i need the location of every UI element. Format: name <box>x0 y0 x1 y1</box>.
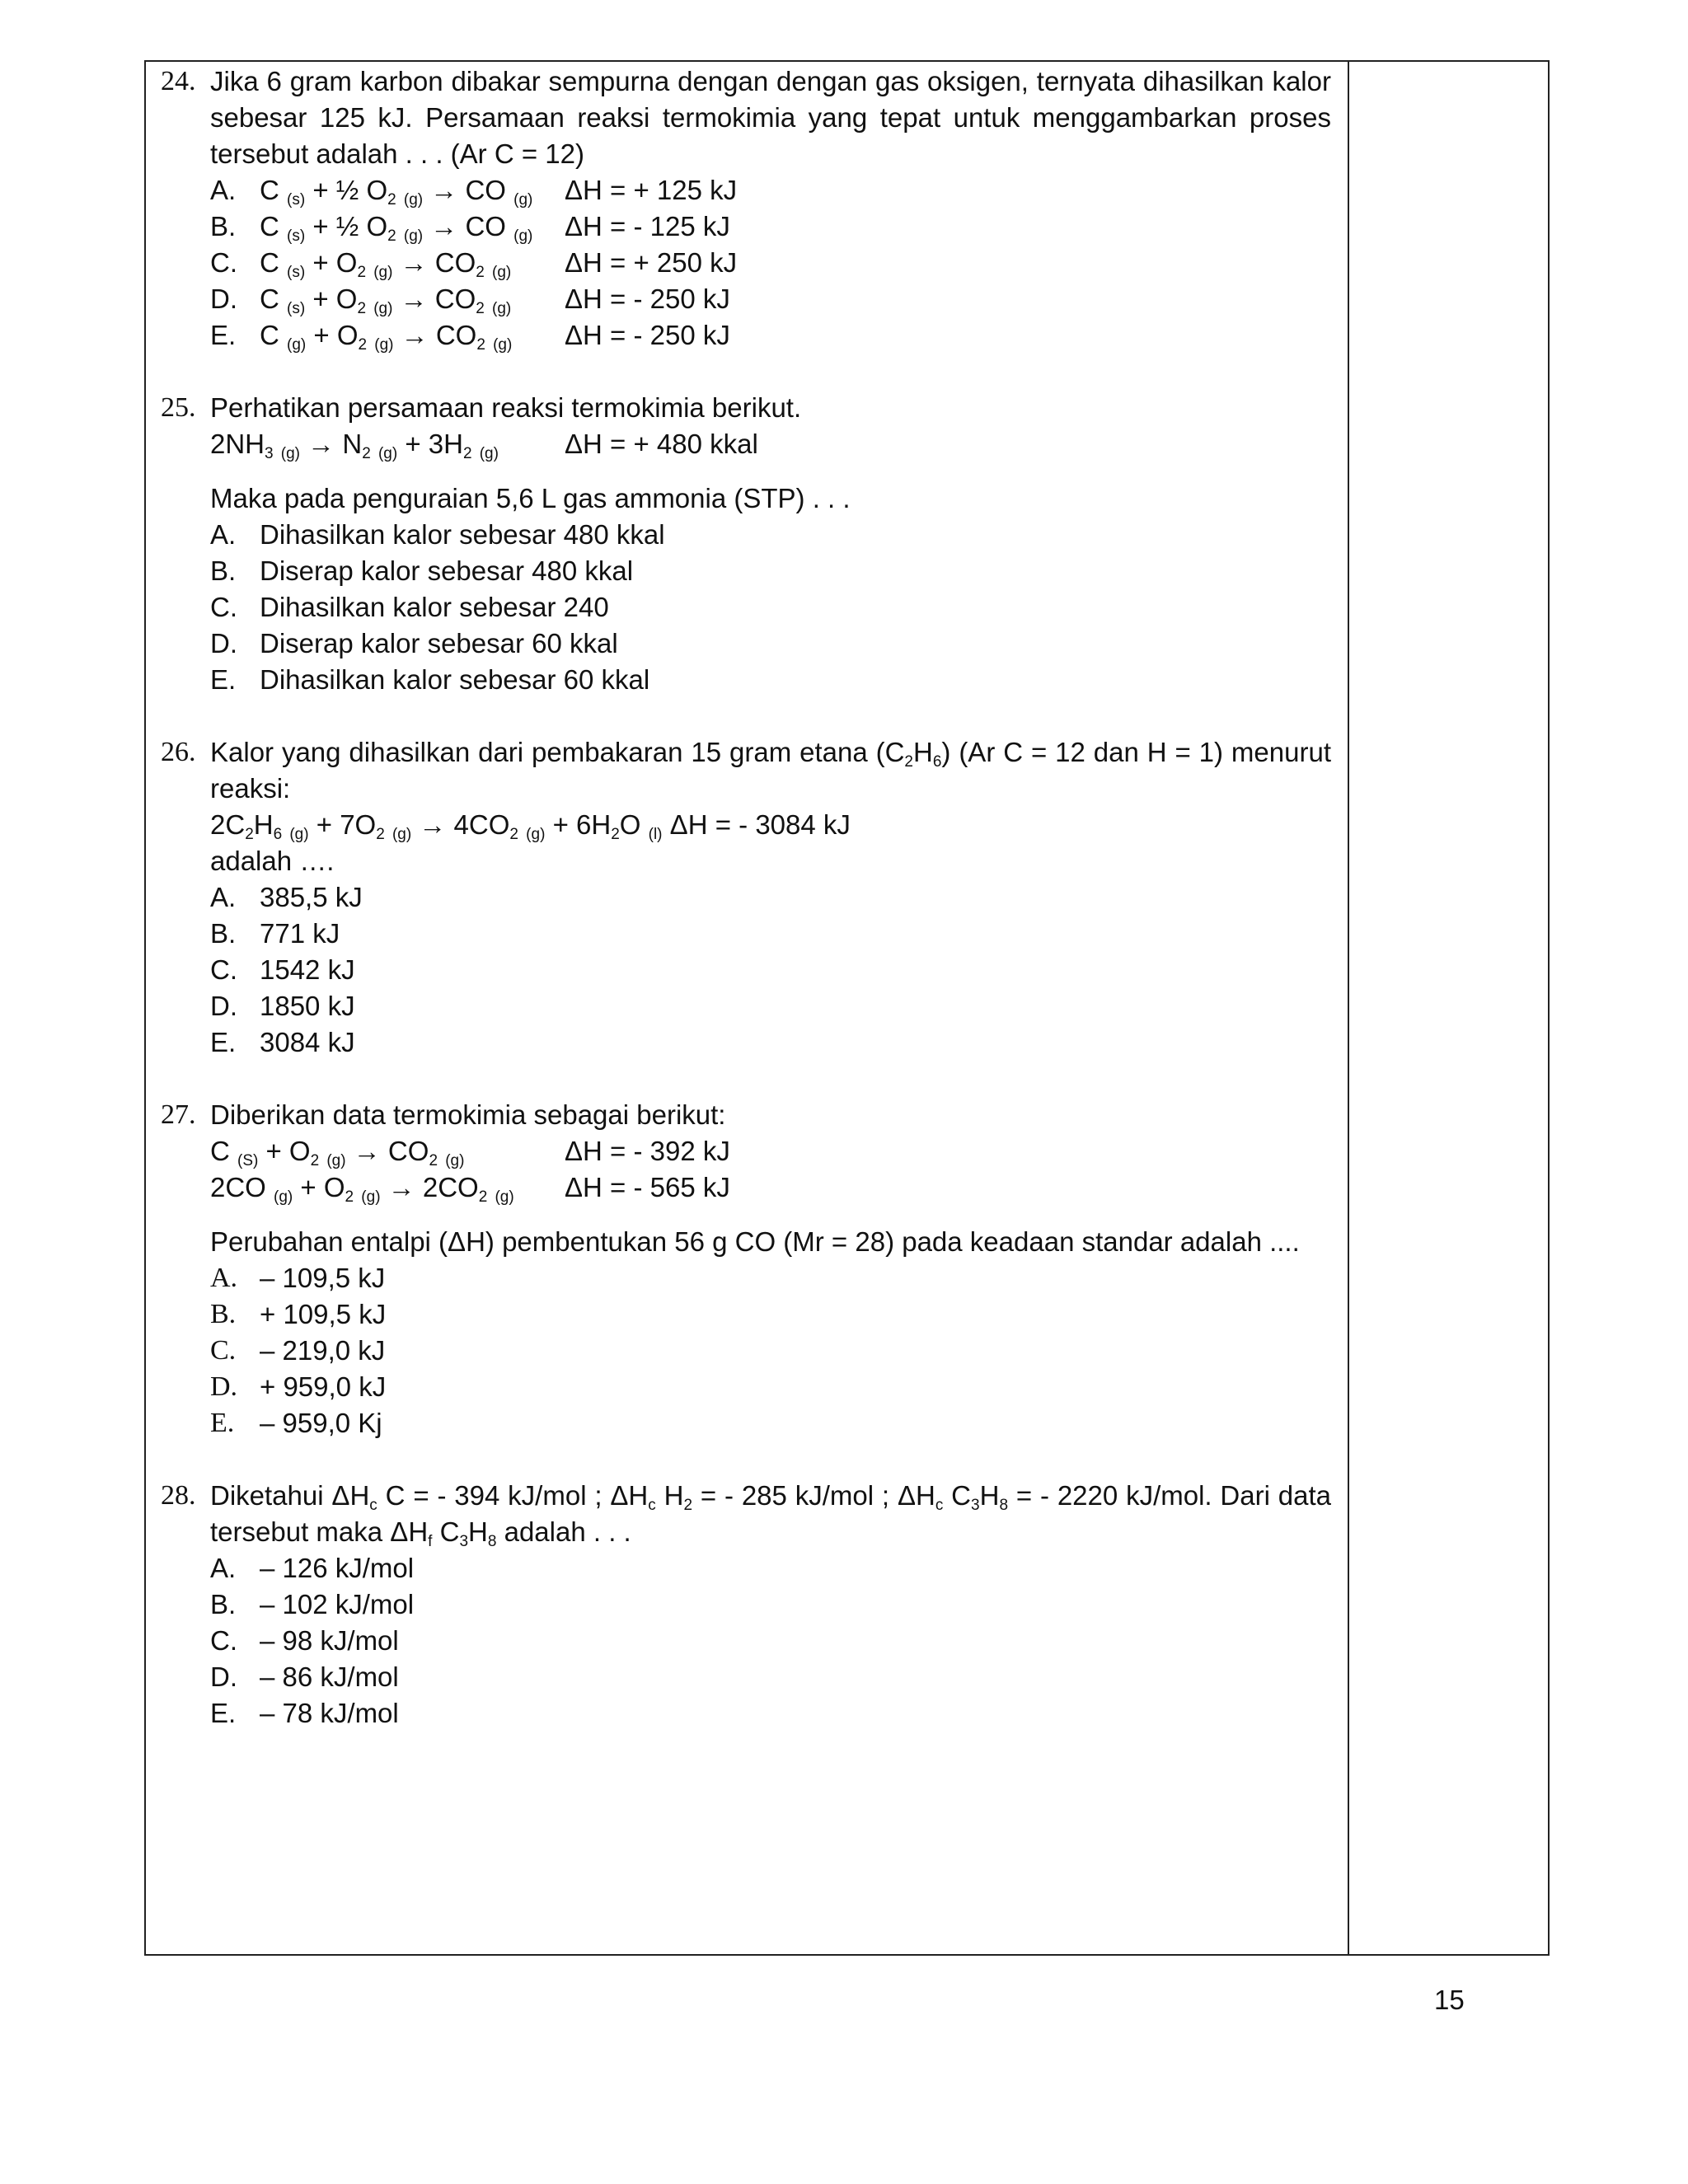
option-row[interactable] <box>161 245 1331 281</box>
option-label: D. <box>210 284 237 314</box>
option-row[interactable] <box>161 317 1331 354</box>
option-row[interactable] <box>161 1586 1331 1623</box>
question-text-line: Kalor yang dihasilkan dari pembakaran 15 gram etana $(C_2H_6)$ (Ar C = 12 dan H = 1) menurut <box>210 737 1331 771</box>
question-number: 26. <box>161 737 196 767</box>
option-text: Diserap kalor sebesar 60 kkal <box>260 628 618 658</box>
question-text-line: Jika 6 gram karbon dibakar sempurna dengan dengan gas oksigen, ternyata dihasilkan kalor <box>210 66 1331 96</box>
option-row[interactable] <box>161 209 1331 245</box>
option-row[interactable] <box>161 1405 1331 1441</box>
option-label: B. <box>210 1299 237 1329</box>
option-label: E. <box>210 1698 237 1728</box>
option-row[interactable] <box>161 952 1331 988</box>
option-label: B. <box>210 555 237 586</box>
reaction-equation: $2NH_3$ $_{(g)} \to N_2$ $_{(g)} + 3H_2$ $_{(g)}$ <box>210 429 499 462</box>
option-text: 385,5 kJ <box>260 882 363 912</box>
option-row[interactable] <box>161 1695 1331 1732</box>
option-enthalpy: ΔH = - 250 kJ <box>565 284 730 314</box>
option-row[interactable] <box>161 589 1331 626</box>
reaction-enthalpy: ΔH = - 565 kJ <box>565 1172 730 1202</box>
question-number: 27. <box>161 1099 196 1130</box>
option-enthalpy: ΔH = - 125 kJ <box>565 211 730 241</box>
question-text-line: sebesar 125 kJ. Persamaan reaksi termokimia yang tepat untuk menggambarkan proses <box>210 102 1331 133</box>
question-25 <box>161 390 1331 698</box>
option-row[interactable] <box>161 1623 1331 1659</box>
option-row[interactable] <box>161 172 1331 209</box>
option-row[interactable] <box>161 553 1331 589</box>
option-row[interactable] <box>161 879 1331 916</box>
question-text-line: Perhatikan persamaan reaksi termokimia berikut. <box>210 392 802 423</box>
option-label: E. <box>210 320 237 350</box>
option-text: Diserap kalor sebesar 480 kkal <box>260 555 634 586</box>
option-row[interactable] <box>161 1024 1331 1061</box>
question-number: 28. <box>161 1480 196 1511</box>
option-text: + 959,0 kJ <box>260 1371 387 1402</box>
question-text-line: tersebut adalah . . . (Ar C = 12) <box>210 138 584 169</box>
question-text-line: reaksi: <box>210 773 291 804</box>
option-row[interactable] <box>161 517 1331 553</box>
option-equation: C $_{(s)} + O_2$ $_{(g)} \to CO_2$ $_{(g)}$ <box>260 247 512 281</box>
option-label: A. <box>210 1263 238 1293</box>
question-number: 25. <box>161 392 196 423</box>
option-text: 3084 kJ <box>260 1027 355 1057</box>
option-enthalpy: ΔH = + 250 kJ <box>565 247 738 278</box>
option-equation: C $_{(s)}$ + ½ $O_2$ $_{(g)}$ → CO $_{(g)}$ <box>260 175 533 209</box>
option-label: C. <box>210 1335 237 1366</box>
option-label: A. <box>210 1553 237 1583</box>
reaction-equation: $2C_2H_6$ $_{(g)} + 7O_2$ $_{(g)} \to 4CO_2$ $_{(g)} + 6H_2O$ $_{(l)}$ ΔH = - 3084 kJ <box>210 809 851 843</box>
option-row[interactable] <box>161 1550 1331 1586</box>
question-26 <box>161 734 1331 1061</box>
question-24 <box>161 63 1331 354</box>
option-label: C. <box>210 954 237 985</box>
option-row[interactable] <box>161 1260 1331 1296</box>
reaction-enthalpy: ΔH = - 392 kJ <box>565 1136 730 1166</box>
option-text: – 78 kJ/mol <box>260 1698 399 1728</box>
option-label: D. <box>210 991 237 1021</box>
question-text-line: Perubahan entalpi (ΔH) pembentukan 56 g CO (Mr = 28) pada keadaan standar adalah .... <box>210 1226 1300 1257</box>
question-number: 24. <box>161 66 196 96</box>
option-equation: C $_{(g)} + O_2$ $_{(g)} \to CO_2$ $_{(g)}$ <box>260 320 513 354</box>
option-text: 771 kJ <box>260 918 340 949</box>
option-label: E. <box>210 1027 237 1057</box>
option-text: 1850 kJ <box>260 991 355 1021</box>
question-text-line: Maka pada penguraian 5,6 L gas ammonia (STP) . . . <box>210 483 851 513</box>
question-column <box>161 63 1331 1732</box>
option-label: C. <box>210 1625 237 1656</box>
option-text: 1542 kJ <box>260 954 355 985</box>
option-label: D. <box>210 1371 238 1402</box>
option-label: C. <box>210 247 237 278</box>
option-enthalpy: ΔH = + 125 kJ <box>565 175 738 205</box>
option-label: E. <box>210 664 237 695</box>
option-row[interactable] <box>161 281 1331 317</box>
column-divider <box>1348 62 1349 1954</box>
option-label: B. <box>210 211 237 241</box>
option-row[interactable] <box>161 916 1331 952</box>
option-label: A. <box>210 519 237 550</box>
option-text: – 98 kJ/mol <box>260 1625 399 1656</box>
option-row[interactable] <box>161 626 1331 662</box>
question-text-line: Diberikan data termokimia sebagai berikut: <box>210 1099 726 1130</box>
option-row[interactable] <box>161 662 1331 698</box>
reaction-enthalpy: ΔH = + 480 kkal <box>565 429 758 459</box>
option-row[interactable] <box>161 1659 1331 1695</box>
option-label: E. <box>210 1408 235 1438</box>
question-27 <box>161 1097 1331 1441</box>
option-text: + 109,5 kJ <box>260 1299 387 1329</box>
option-text: – 86 kJ/mol <box>260 1661 399 1692</box>
option-label: D. <box>210 1661 237 1692</box>
option-text: – 109,5 kJ <box>260 1263 386 1293</box>
question-text-line: Diketahui $\Delta H_c$ C = - 394 kJ/mol ; $\Delta H_c$ $H_2$ = - 285 kJ/mol ; $\Delta H_c$ $C_3H_8$ = - 2220 kJ/mol. Dari data <box>210 1480 1332 1514</box>
question-text-line: tersebut maka $\Delta H_f$ $C_3H_8$ adalah . . . <box>210 1516 631 1550</box>
option-label: A. <box>210 882 237 912</box>
option-enthalpy: ΔH = - 250 kJ <box>565 320 730 350</box>
option-label: B. <box>210 1589 237 1619</box>
option-text: – 959,0 Kj <box>260 1408 382 1438</box>
option-label: B. <box>210 918 237 949</box>
option-text: – 126 kJ/mol <box>260 1553 415 1583</box>
reaction-equation: 2CO $_{(g)} + O_2$ $_{(g)} \to 2CO_2$ $_{(g)}$ <box>210 1172 514 1206</box>
option-row[interactable] <box>161 1369 1331 1405</box>
question-text-line: adalah …. <box>210 846 335 876</box>
question-28 <box>161 1478 1331 1732</box>
reaction-equation: C $_{(S)} + O_2$ $_{(g)} \to CO_2$ $_{(g)}$ <box>210 1136 465 1169</box>
option-label: D. <box>210 628 237 658</box>
option-text: – 219,0 kJ <box>260 1335 386 1366</box>
option-text: Dihasilkan kalor sebesar 480 kkal <box>260 519 665 550</box>
option-equation: C $_{(s)} + O_2$ $_{(g)} \to CO_2$ $_{(g)}$ <box>260 284 512 317</box>
question-table <box>144 60 1550 1956</box>
option-label: A. <box>210 175 237 205</box>
option-label: C. <box>210 592 237 622</box>
option-row[interactable] <box>161 1296 1331 1333</box>
option-row[interactable] <box>161 988 1331 1024</box>
page-number: 15 <box>1434 1985 1465 2015</box>
option-text: – 102 kJ/mol <box>260 1589 415 1619</box>
option-equation: C $_{(s)}$ + ½ $O_2$ $_{(g)}$ → CO $_{(g)}$ <box>260 211 533 245</box>
option-row[interactable] <box>161 1333 1331 1369</box>
option-text: Dihasilkan kalor sebesar 240 <box>260 592 609 622</box>
option-text: Dihasilkan kalor sebesar 60 kkal <box>260 664 650 695</box>
